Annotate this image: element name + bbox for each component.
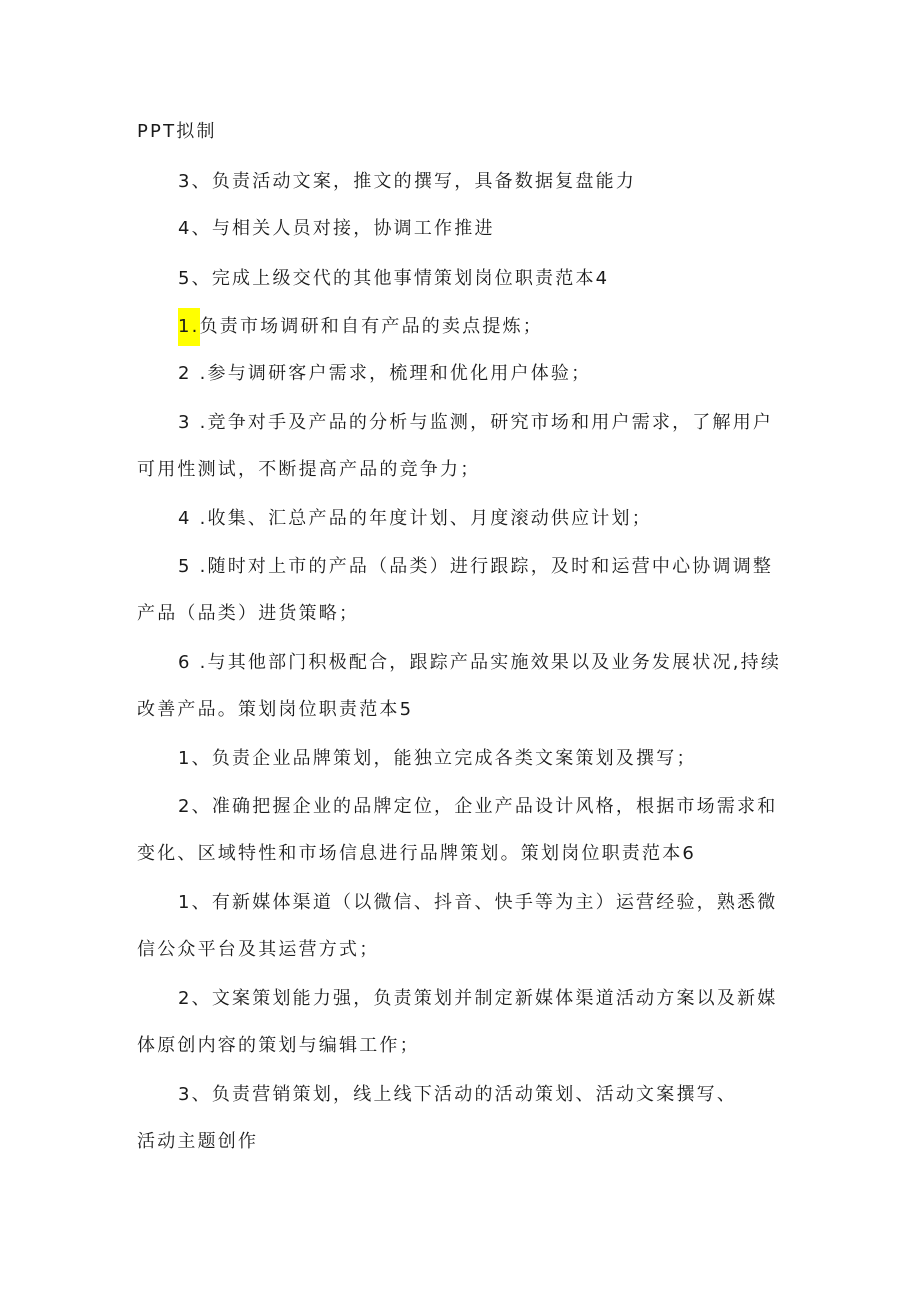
highlight-marker: 1. (178, 308, 200, 346)
text-line-item-6-cooperation: 6 .与其他部门积极配合，跟踪产品实施效果以及业务发展状况,持续 (178, 652, 782, 673)
text-line-item-4-coordination: 4、与相关人员对接，协调工作推进 (178, 218, 495, 239)
text-line-item-6-cont: 改善产品。策划岗位职责范本5 (137, 699, 414, 720)
text-line-item-2-customer-needs: 2 .参与调研客户需求，梳理和优化用户体验； (178, 363, 592, 384)
text-line-template5-item-1: 1、负责企业品牌策划，能独立完成各类文案策划及撰写； (178, 748, 697, 769)
text-line-item-1-market-research (178, 314, 543, 346)
text-line-item-5-template-4: 5、完成上级交代的其他事情策划岗位职责范本4 (178, 268, 610, 289)
text-line-template6-item-2-cont: 体原创内容的策划与编辑工作； (137, 1035, 420, 1056)
text-line-template6-item-2: 2、文案策划能力强，负责策划并制定新媒体渠道活动方案以及新媒 (178, 988, 778, 1009)
text-line-item-3-activity-copy: 3、负责活动文案，推文的撰写，具备数据复盘能力 (178, 171, 637, 192)
text-line-ppt: PPT拟制 (137, 121, 217, 142)
text-line-item-3-competitor: 3 .竞争对手及产品的分析与监测，研究市场和用户需求，了解用户 (178, 412, 774, 433)
text-line-template6-item-1: 1、有新媒体渠道（以微信、抖音、快手等为主）运营经验，熟悉微 (178, 892, 778, 913)
text-line-template6-item-3-cont: 活动主题创作 (137, 1131, 259, 1152)
text-line-item-3-cont: 可用性测试，不断提高产品的竞争力； (137, 459, 481, 480)
text-line-item-4-plans: 4 .收集、汇总产品的年度计划、月度滚动供应计划； (178, 508, 652, 529)
text-line-item-5-cont: 产品（品类）进货策略； (137, 603, 360, 624)
text-line-item-5-tracking: 5 .随时对上市的产品（品类）进行跟踪，及时和运营中心协调调整 (178, 556, 774, 577)
text-line-template6-item-1-cont: 信公众平台及其运营方式； (137, 939, 380, 960)
text-line-template6-item-3: 3、负责营销策划，线上线下活动的活动策划、活动文案撰写、 (178, 1084, 738, 1105)
text-line-item-1-body: 负责市场调研和自有产品的卖点提炼； (199, 316, 543, 337)
text-line-template5-item-2: 2、准确把握企业的品牌定位，企业产品设计风格，根据市场需求和 (178, 796, 778, 817)
text-line-template5-item-2-cont: 变化、区域特性和市场信息进行品牌策划。策划岗位职责范本6 (137, 843, 697, 864)
